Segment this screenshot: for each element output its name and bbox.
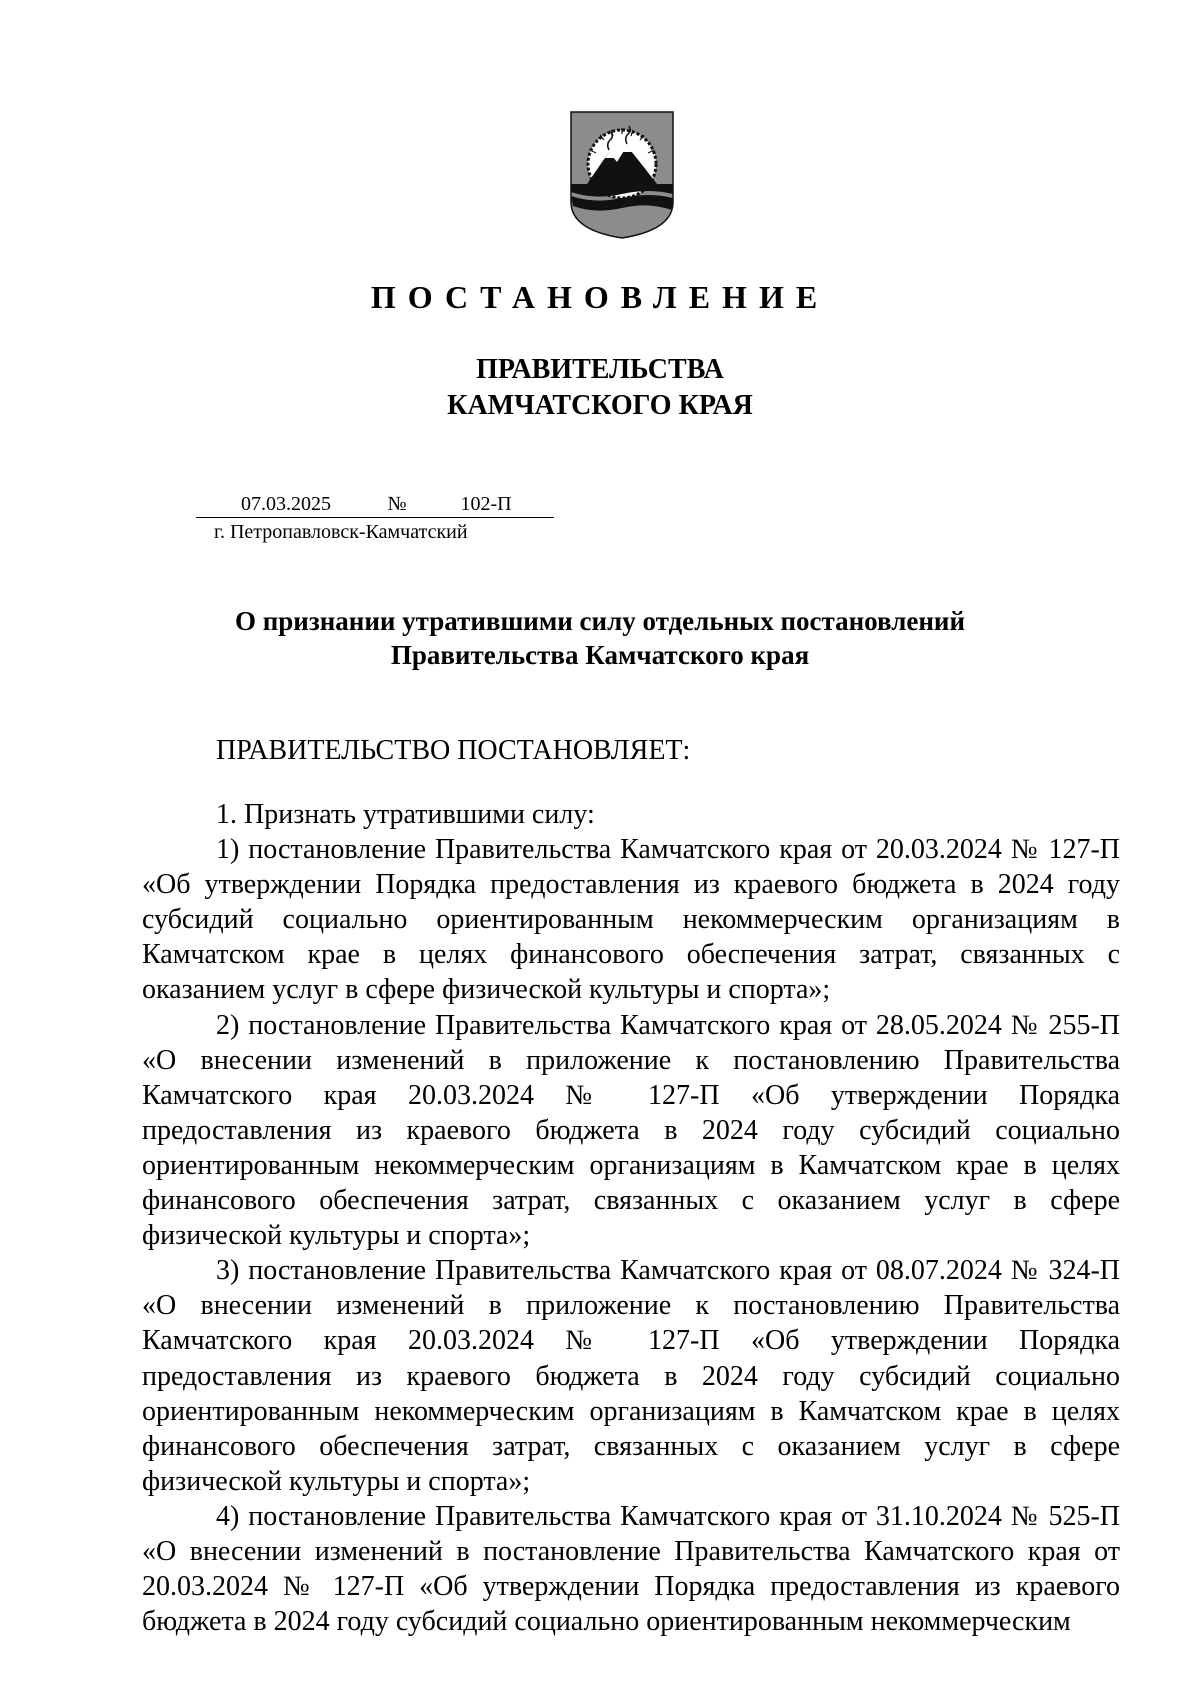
issue-city: г. Петропавловск-Камчатский xyxy=(214,521,468,543)
resolution-heading: ПРАВИТЕЛЬСТВО ПОСТАНОВЛЯЕТ: xyxy=(216,735,691,766)
paragraph-subitem-1: 1) постановление Правительства Камчатского края от 20.03.2024 № 127-П «Об утверждении Порядка предоставления из краевого бюджета в 2024 году субсидий социально ориентированным некоммерческим организациям в Камчатском крае в целях финансового обеспечения затрат, связанных с оказанием услуг в сфере физической культуры и спорта»; xyxy=(142,834,1120,1006)
date-number-line xyxy=(196,491,554,518)
paragraph-subitem-4: 4) постановление Правительства Камчатского края от 31.10.2024 № 525-П «О внесении изменений в постановление Правительства Камчатского края от 20.03.2024 № 127-П «Об утверждении Порядка предоставления из краевого бюджета в 2024 году субсидий социально ориентированным некоммерческим xyxy=(142,1500,1120,1638)
issuing-authority xyxy=(0,352,1200,424)
issuing-authority-line-2: КАМЧАТСКОГО КРАЯ xyxy=(447,390,753,421)
paragraph-subitem-2: 2) постановление Правительства Камчатского края от 28.05.2024 № 255-П «О внесении изменений в приложение к постановлению Правительства Камчатского края 20.03.2024 № 127-П «Об утверждении Порядка предоставления из краевого бюджета в 2024 году субсидий социально ориентированным некоммерческим организациям в Камчатском крае в целях финансового обеспечения затрат, связанных с оказанием услуг в сфере физической культуры и спорта»; xyxy=(142,1009,1120,1252)
number-sign: № xyxy=(376,491,418,518)
document-date: 07.03.2025 xyxy=(196,491,376,518)
subject-line-1: О признании утратившими силу отдельных постановлений xyxy=(234,606,966,636)
document-number: 102-П xyxy=(418,491,554,518)
kamchatka-coat-of-arms-emblem xyxy=(569,110,675,240)
subject-line-2: Правительства Камчатского края xyxy=(390,640,810,670)
body-text xyxy=(142,797,1120,1639)
paragraph-item-1: 1. Признать утратившими силу: xyxy=(216,799,595,830)
document-subject xyxy=(0,604,1200,672)
document-type-title: ПОСТАНОВЛЕНИЕ xyxy=(370,279,830,315)
paragraph-subitem-3: 3) постановление Правительства Камчатского края от 08.07.2024 № 324-П «О внесении изменений в приложение к постановлению Правительства Камчатского края 20.03.2024 № 127-П «Об утверждении Порядка предоставления из краевого бюджета в 2024 году субсидий социально ориентированным некоммерческим организациям в Камчатском крае в целях финансового обеспечения затрат, связанных с оказанием услуг в сфере физической культуры и спорта»; xyxy=(142,1255,1120,1497)
issuing-authority-line-1: ПРАВИТЕЛЬСТВА xyxy=(476,354,724,385)
